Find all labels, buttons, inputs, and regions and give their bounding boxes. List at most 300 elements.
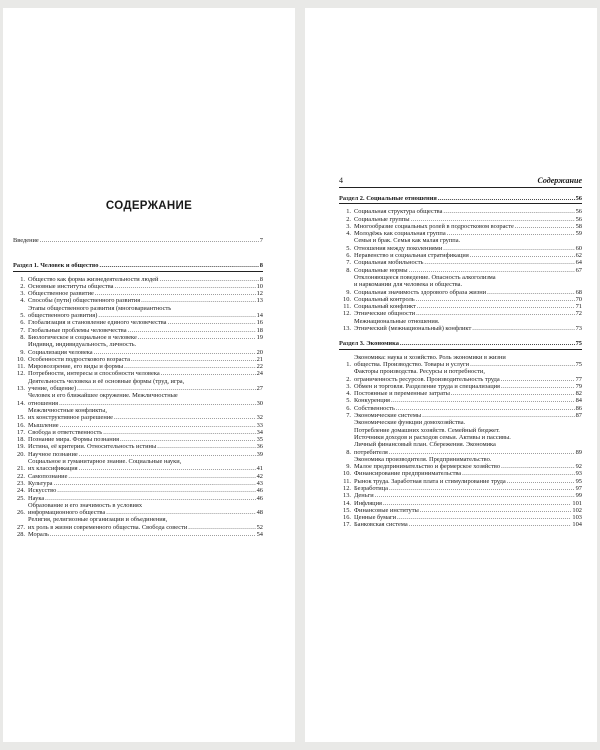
toc-entry-number: 3. [346, 222, 351, 230]
toc-entry [339, 237, 582, 252]
toc-entry-text: потребителя [354, 448, 388, 456]
dot-leader [396, 405, 575, 412]
toc-entry-text: Рынок труда. Заработная плата и стимулирование труда [354, 477, 506, 485]
toc-page-number: 18 [256, 326, 263, 334]
toc-entry-number: 7. [346, 259, 351, 267]
toc-page-number: 46 [256, 494, 263, 502]
toc-entry-number: 11. [343, 477, 351, 485]
toc-entry-text: Социальное и гуманитарное знание. Социальные науки, [28, 458, 182, 466]
toc-page-number: 36 [256, 443, 263, 451]
toc-entry [339, 216, 582, 223]
toc-entry-text: Инфляция [354, 499, 382, 507]
dot-leader [57, 487, 255, 494]
toc-entry-text: Экономика: наука и хозяйство. Роль экономики в жизни [354, 353, 506, 361]
toc-entry-number: 3. [20, 290, 25, 298]
toc-entry [13, 495, 263, 502]
toc-entry-text: Социальные нормы [354, 266, 408, 274]
dot-leader [420, 507, 572, 514]
toc-entry [339, 456, 582, 471]
dot-leader [106, 509, 255, 516]
toc-entry-number: 1. [20, 275, 25, 283]
toc-entry-text: общества. Производство. Товары и услуги [354, 360, 470, 368]
toc-entry-text: их классификация [28, 465, 78, 473]
dot-leader [391, 397, 575, 404]
toc-entry-text: Экономические функции домохозяйства. [354, 419, 466, 427]
toc-section-heading [339, 340, 582, 347]
toc-page-number: 24 [256, 370, 263, 378]
toc-section-heading [339, 195, 582, 202]
toc-page-number: 60 [575, 244, 582, 252]
dot-leader [114, 283, 255, 290]
toc-entry-text: Безработица [354, 484, 388, 492]
dot-leader [443, 245, 574, 252]
toc-page-number: 102 [572, 506, 582, 514]
section-rule [13, 271, 263, 272]
toc-entry-number: 16. [17, 421, 25, 429]
toc-entry [13, 487, 263, 494]
toc-entry-text: Потребление домашних хозяйств. Семейный бюджет. [354, 426, 500, 434]
toc-entry-text: Потребности, интересы и способности человека [28, 370, 160, 378]
toc-entry [13, 341, 263, 356]
toc-page-number: 58 [575, 222, 582, 230]
toc-entry [339, 223, 582, 230]
dot-leader [188, 524, 255, 531]
toc-entry [13, 407, 263, 422]
toc-entry [339, 354, 582, 369]
toc-entry-text: Наука [28, 494, 45, 502]
toc-page-number: 99 [575, 492, 582, 500]
toc-page-number: 35 [256, 436, 263, 444]
dot-leader [168, 319, 256, 326]
toc-page-number: 39 [256, 450, 263, 458]
dot-leader [501, 376, 575, 383]
toc-entry-text: Семья и брак. Семья как малая группа. [354, 237, 461, 245]
toc-entry [13, 363, 263, 370]
dot-leader [397, 514, 571, 521]
toc-entry-number: 8. [346, 266, 351, 274]
dot-leader [79, 451, 256, 458]
toc-page-number: 71 [575, 303, 582, 311]
dot-leader [400, 340, 575, 347]
toc-entry-text: Финансирование предпринимательства [354, 470, 462, 478]
toc-title: СОДЕРЖАНИЕ [105, 200, 193, 212]
toc-entry [339, 390, 582, 397]
toc-entry-text: Введение [13, 237, 39, 244]
toc-entry-number: 24. [17, 487, 25, 495]
toc-entry-text: Отклоняющееся поведение. Опасность алкоголизма [354, 273, 496, 281]
toc-entry-number: 6. [20, 319, 25, 327]
toc-entry [13, 283, 263, 290]
running-header [339, 176, 582, 186]
toc-page-number: 82 [575, 390, 582, 398]
toc-entry [13, 502, 263, 517]
toc-entry-number: 14. [343, 499, 351, 507]
toc-entry-number: 6. [346, 252, 351, 260]
toc-entry-text: Межличностные конфликты, [28, 406, 107, 414]
toc-page-number: 56 [575, 208, 582, 216]
toc-entry-text: общественного развития) [28, 312, 98, 320]
toc-page-number: 92 [575, 463, 582, 471]
dot-leader [131, 356, 256, 363]
toc-entry [13, 305, 263, 320]
toc-entry-text: их конструктивное разрешение [28, 414, 114, 422]
toc-entry-number: 7. [20, 326, 25, 334]
toc-entry [13, 458, 263, 473]
dot-leader [114, 414, 256, 421]
toc-entry-text: Этнические общности [354, 310, 416, 318]
toc-entry [13, 370, 263, 377]
toc-page-number: 86 [575, 404, 582, 412]
toc-entry-number: 6. [346, 404, 351, 412]
dot-leader [95, 290, 256, 297]
toc-entry [13, 290, 263, 297]
toc-entry-number: 14. [17, 399, 25, 407]
toc-entry [13, 327, 263, 334]
right-toc-list [339, 187, 582, 529]
dot-leader [411, 216, 575, 223]
toc-entry-number: 12. [343, 310, 351, 318]
dot-leader [138, 334, 256, 341]
dot-leader [501, 463, 575, 470]
toc-entry-number: 10. [17, 355, 25, 363]
toc-page-number: 21 [256, 355, 263, 363]
toc-page-number: 46 [256, 487, 263, 495]
toc-page-number: 95 [575, 477, 582, 485]
toc-entry-text: Мораль [28, 530, 49, 538]
toc-page-number: 10 [256, 282, 263, 290]
toc-entry-text: Религия, религиозные организации и объединения, [28, 516, 168, 524]
toc-page-number: 30 [256, 399, 263, 407]
toc-entry-text: Межнациональные отношения. [354, 317, 440, 325]
section-rule [339, 203, 582, 204]
toc-entry-number: 2. [20, 282, 25, 290]
dot-leader [68, 473, 255, 480]
toc-entry-text: Глобальные проблемы человечества [28, 326, 127, 334]
toc-page-number: 79 [575, 382, 582, 390]
toc-entry-text: Деньги [354, 492, 374, 500]
toc-entry-number: 25. [17, 494, 25, 502]
toc-page-number: 75 [575, 360, 582, 368]
toc-page-number: 56 [575, 215, 582, 223]
dot-leader [60, 422, 256, 429]
toc-entry [339, 310, 582, 317]
toc-entry [13, 392, 263, 407]
toc-entry [13, 237, 263, 244]
toc-entry [13, 480, 263, 487]
toc-entry [13, 297, 263, 304]
toc-entry-text: Молодёжь как социальная группа [354, 230, 446, 238]
toc-entry [339, 368, 582, 383]
toc-entry-number: 7. [346, 412, 351, 420]
toc-entry [339, 230, 582, 237]
toc-entry-number: 13. [17, 385, 25, 393]
toc-entry-text: Основные институты общества [28, 282, 114, 290]
toc-entry-number: 9. [346, 463, 351, 471]
toc-page-number: 56 [575, 195, 582, 202]
toc-entry-text: Познание мира. Формы познания [28, 436, 120, 444]
toc-entry-number: 27. [17, 523, 25, 531]
dot-leader [45, 495, 255, 502]
toc-page-number: 70 [575, 295, 582, 303]
toc-entry-text: Собственность [354, 404, 395, 412]
toc-entry-text: и наркомании для человека и общества. [354, 281, 463, 289]
toc-entry [13, 356, 263, 363]
toc-entry-text: Свобода и ответственность [28, 428, 103, 436]
page-number: 4 [339, 176, 343, 185]
toc-entry-text: Социальные группы [354, 215, 410, 223]
dot-leader [120, 436, 256, 443]
toc-entry-number: 8. [20, 333, 25, 341]
toc-page-number: 48 [256, 509, 263, 517]
dot-leader [124, 363, 255, 370]
dot-leader [157, 443, 255, 450]
toc-entry-number: 11. [343, 303, 351, 311]
dot-leader [447, 230, 575, 237]
toc-entry-text: Деятельность человека и её основные формы (труд, игра, [28, 377, 185, 385]
toc-entry-number: 1. [346, 208, 351, 216]
toc-entry-text: Экономика производителя. Предпринимательство. [354, 455, 492, 463]
toc-entry-text: Образование и его значимость в условиях [28, 501, 143, 509]
toc-entry-text: Этнический (межнациональный) конфликт [354, 325, 472, 333]
toc-entry-number: 12. [17, 370, 25, 378]
dot-leader [416, 296, 575, 303]
toc-entry-text: Глобализация и становление единого человечества [28, 319, 167, 327]
toc-entry-text: отношения [28, 399, 59, 407]
toc-page-number: 104 [572, 521, 582, 529]
dot-leader [470, 252, 575, 259]
toc-entry-number: 16. [343, 514, 351, 522]
toc-entry-text: Конкуренция [354, 397, 390, 405]
toc-entry-text: Истина, её критерии. Относительность истины [28, 443, 157, 451]
toc-entry-text: Постоянные и переменные затраты [354, 390, 450, 398]
dot-leader [161, 370, 256, 377]
toc-entry-number: 4. [346, 390, 351, 398]
dot-leader [128, 327, 256, 334]
toc-entry-text: Способы (пути) общественного развития [28, 297, 141, 305]
toc-entry-number: 18. [17, 436, 25, 444]
toc-page-number: 8 [259, 275, 263, 283]
toc-entry [339, 478, 582, 485]
toc-entry-text: Многообразие социальных ролей в подростковом возрасте [354, 222, 514, 230]
toc-entry-number: 26. [17, 509, 25, 517]
toc-entry [13, 443, 263, 450]
toc-entry [339, 274, 582, 296]
toc-entry [339, 383, 582, 390]
toc-page-number: 59 [575, 230, 582, 238]
toc-entry [339, 492, 582, 499]
toc-page-number: 43 [256, 479, 263, 487]
toc-entry [339, 296, 582, 303]
toc-entry-text: Самопознание [28, 472, 68, 480]
toc-entry-text: информационного общества [28, 509, 106, 517]
toc-entry-number: 15. [17, 414, 25, 422]
dot-leader [472, 325, 574, 332]
toc-entry [13, 451, 263, 458]
toc-page-number: 13 [256, 297, 263, 305]
toc-entry-number: 10. [343, 295, 351, 303]
toc-page-number: 67 [575, 266, 582, 274]
toc-entry [339, 303, 582, 310]
toc-entry [339, 507, 582, 514]
running-title: Содержание [537, 176, 582, 185]
toc-page-number: 34 [256, 428, 263, 436]
dot-leader [424, 259, 574, 266]
left-page [3, 8, 295, 742]
dot-leader [515, 223, 575, 230]
toc-entry [13, 319, 263, 326]
dot-leader [98, 312, 255, 319]
toc-page-number: 52 [256, 523, 263, 531]
toc-entry [13, 378, 263, 393]
dot-leader [50, 531, 256, 538]
toc-entry-number: 5. [346, 397, 351, 405]
toc-entry-number: 9. [346, 288, 351, 296]
toc-entry [13, 422, 263, 429]
toc-entry-text: Социальная значимость здорового образа жизни [354, 288, 487, 296]
toc-entry-number: 23. [17, 479, 25, 487]
dot-leader [416, 310, 575, 317]
toc-entry-text: Личный финансовый план. Сбережения. Экономика [354, 441, 496, 449]
dot-leader [40, 237, 259, 244]
toc-entry-text: Индивид, индивидуальность, личность. [28, 341, 137, 349]
toc-entry-number: 15. [343, 506, 351, 514]
toc-page-number: 72 [575, 310, 582, 318]
toc-entry [339, 267, 582, 274]
toc-page-number: 22 [256, 363, 263, 371]
dot-leader [507, 478, 575, 485]
toc-entry-number: 5. [346, 244, 351, 252]
toc-entry [339, 397, 582, 404]
toc-entry-text: Раздел 2. Социальные отношения [339, 195, 437, 202]
toc-page-number: 87 [575, 412, 582, 420]
dot-leader [470, 361, 575, 368]
toc-entry-number: 20. [17, 450, 25, 458]
toc-entry-number: 19. [17, 443, 25, 451]
toc-entry-text: Социальный конфликт [354, 303, 416, 311]
toc-entry [339, 412, 582, 419]
toc-entry-number: 13. [343, 492, 351, 500]
toc-page-number: 41 [256, 465, 263, 473]
toc-page-number: 62 [575, 252, 582, 260]
toc-entry-number: 2. [346, 215, 351, 223]
toc-entry-number: 17. [17, 428, 25, 436]
dot-leader [383, 500, 571, 507]
toc-entry-number: 2. [346, 375, 351, 383]
toc-entry [339, 419, 582, 455]
toc-page-number: 33 [256, 421, 263, 429]
toc-entry [13, 473, 263, 480]
dot-leader [501, 383, 575, 390]
toc-entry-text: Научное познание [28, 450, 78, 458]
toc-entry-number: 28. [17, 530, 25, 538]
toc-page-number: 19 [256, 333, 263, 341]
dot-leader [54, 480, 256, 487]
toc-entry-number: 13. [343, 325, 351, 333]
dot-leader [422, 412, 574, 419]
toc-entry [339, 259, 582, 266]
dot-leader [375, 492, 575, 499]
toc-entry-text: Общественное развитие [28, 290, 94, 298]
toc-entry-number: 1. [346, 360, 351, 368]
toc-page-number: 42 [256, 472, 263, 480]
toc-entry-text: Социальная структура общества [354, 208, 443, 216]
toc-page-number: 73 [575, 325, 582, 333]
toc-page-number: 101 [572, 499, 582, 507]
dot-leader [159, 276, 258, 283]
toc-entry [339, 470, 582, 477]
toc-entry-text: Ценные бумаги [354, 514, 397, 522]
toc-entry-text: Факторы производства. Ресурсы и потребности, [354, 368, 485, 376]
toc-entry-text: Человек и его ближайшее окружение. Межличностные [28, 392, 178, 400]
toc-entry [339, 514, 582, 521]
toc-entry-number: 5. [20, 312, 25, 320]
toc-entry-number: 4. [346, 230, 351, 238]
toc-entry [339, 252, 582, 259]
toc-entry-text: их роль в жизни современного общества. Свобода совести [28, 523, 188, 531]
toc-page-number: 64 [575, 259, 582, 267]
toc-page-number: 16 [256, 319, 263, 327]
toc-page-number: 75 [575, 340, 582, 348]
toc-page-number: 7 [259, 237, 263, 244]
toc-entry-text: Источники доходов и расходов семьи. Активы и пассивы. [354, 433, 511, 441]
toc-entry [339, 521, 582, 528]
toc-page-number: 89 [575, 448, 582, 456]
dot-leader [409, 267, 575, 274]
toc-entry-number: 8. [346, 448, 351, 456]
toc-entry-number: 12. [343, 484, 351, 492]
dot-leader [59, 400, 256, 407]
dot-leader [94, 349, 256, 356]
toc-entry-number: 10. [343, 470, 351, 478]
toc-entry-number: 11. [17, 363, 25, 371]
dot-leader [462, 470, 574, 477]
toc-entry [339, 485, 582, 492]
toc-entry [339, 318, 582, 333]
toc-entry-number: 17. [343, 521, 351, 529]
toc-section-heading [13, 262, 263, 269]
toc-page-number: 93 [575, 470, 582, 478]
toc-entry [13, 276, 263, 283]
dot-leader [99, 262, 258, 269]
toc-entry-text: Особенности подросткового возраста [28, 355, 131, 363]
toc-entry [339, 500, 582, 507]
left-toc-list [13, 237, 263, 538]
toc-entry-number: 9. [20, 348, 25, 356]
toc-entry [339, 208, 582, 215]
toc-entry-text: Биологическое и социальное в человеке [28, 333, 137, 341]
spacer [13, 244, 263, 254]
toc-page-number: 27 [256, 385, 263, 393]
toc-page-number: 20 [256, 348, 263, 356]
toc-page-number: 77 [575, 375, 582, 383]
toc-entry-number: 21. [17, 465, 25, 473]
toc-entry-number: 3. [346, 382, 351, 390]
toc-page-number: 12 [256, 290, 263, 298]
toc-page-number: 8 [259, 262, 263, 270]
toc-entry-text: Культура [28, 479, 53, 487]
toc-page-number: 68 [575, 288, 582, 296]
toc-entry-text: Экономические системы [354, 412, 422, 420]
toc-entry-text: Этапы общественного развития (многовариантность [28, 304, 172, 312]
toc-page-number: 97 [575, 484, 582, 492]
toc-page-number: 54 [256, 530, 263, 538]
toc-entry-text: Общество как форма жизнедеятельности людей [28, 275, 159, 283]
toc-entry-text: Раздел 1. Человек и общество [13, 262, 99, 270]
dot-leader [141, 297, 255, 304]
toc-entry-text: Социальная мобильность [354, 259, 424, 267]
toc-entry-text: учение, общение) [28, 385, 77, 393]
toc-entry-text: Малое предпринимательство и фермерское хозяйство [354, 463, 501, 471]
